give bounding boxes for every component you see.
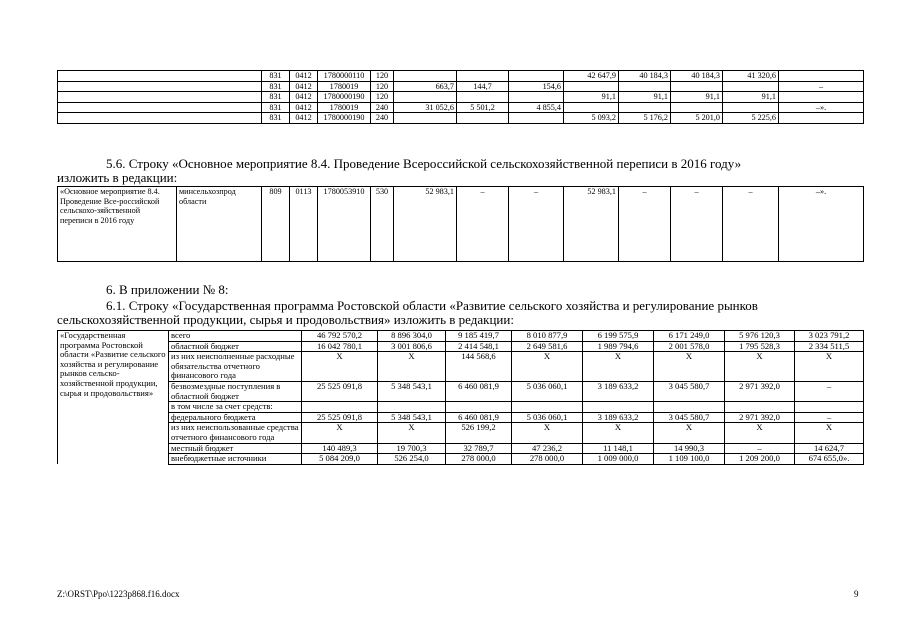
table-cell: 3 023 791,2 [795,331,864,342]
table-cell: 0113 [290,187,318,262]
table-row [58,331,864,342]
table-cell: –». [779,102,864,113]
table-cell: –». [779,187,864,262]
table-cell: 6 171 249,0 [654,331,725,342]
table-cell: 0412 [290,71,318,82]
table-cell: X [725,352,795,382]
table-cell: 52 983,1 [394,187,457,262]
table-cell: X [725,423,795,443]
table-cell [725,402,795,413]
table-cell [779,71,864,82]
table-cell: 526 199,2 [446,423,512,443]
table-cell: 3 045 580,7 [654,381,725,401]
footer-page-number: 9 [854,589,859,599]
table-cell: 1780000110 [318,71,371,82]
paragraph-5-6-line1: 5.6. Строку «Основное мероприятие 8.4. Проведение Всероссийской сельскохозяйственной переписи в 2016 году» [106,156,742,171]
table-cell: 4 855,4 [509,102,564,113]
table-cell: 91,1 [671,92,723,103]
table-cell: 2 334 511,5 [795,341,864,352]
table-cell [564,81,619,92]
source-label-cell: федерального бюджета [169,412,302,423]
table-cell: 5 036 060,1 [512,412,583,423]
table-state-program [57,330,864,465]
table-cell: 11 148,1 [583,443,654,454]
table-cell: 831 [262,113,290,124]
table-cell [457,113,509,124]
table-cell: – [723,187,779,262]
table-cell: 278 000,0 [446,454,512,465]
table-cell: 5 501,2 [457,102,509,113]
table-cell [671,81,723,92]
section-6-heading: 6. В приложении № 8: [106,282,229,297]
table-row [58,402,864,413]
table-cell: 144,7 [457,81,509,92]
table-row [58,352,864,382]
table-cell: 5 225,6 [723,113,779,124]
table-cell: 91,1 [564,92,619,103]
table-cell: 5 348 543,1 [378,381,446,401]
table-cell: X [302,352,378,382]
table-cell: 120 [371,71,394,82]
table-cell: 809 [262,187,290,262]
table-cell: 0412 [290,92,318,103]
table-cell: 2 001 578,0 [654,341,725,352]
table-cell [509,92,564,103]
table-cell [654,402,725,413]
table-cell: 1780000190 [318,92,371,103]
table-row [58,423,864,443]
table-cell: 8 896 304,0 [378,331,446,342]
table-cell [779,92,864,103]
table-cell [512,402,583,413]
table-cell [564,102,619,113]
table-cell: – [795,412,864,423]
table-cell: 40 184,3 [671,71,723,82]
table-cell: 674 655,0». [795,454,864,465]
table-cell: 0412 [290,113,318,124]
activity-name-cell: «Основное мероприятие 8.4. Проведение Все-российской сельскохо-зяйственной переписи в 2016 году [58,187,177,262]
table-cell: X [583,352,654,382]
table-cell: – [457,187,509,262]
table-cell: 6 199 575,9 [583,331,654,342]
table-cell: 14 990,3 [654,443,725,454]
table-cell: 1780000190 [318,113,371,124]
table-cell: 140 489,3 [302,443,378,454]
table-cell [619,102,671,113]
executor-cell: минсельхозпрод области [177,187,262,262]
table-cell [671,102,723,113]
table-cell [509,71,564,82]
table-cell: 0412 [290,102,318,113]
table-cell [583,402,654,413]
table-top-continuation [57,70,864,124]
table-cell: 52 983,1 [564,187,619,262]
empty-cell [58,71,262,82]
table-cell [795,402,864,413]
table-cell: 240 [371,102,394,113]
table-cell: 1 795 528,3 [725,341,795,352]
table-cell: 154,6 [509,81,564,92]
table-cell [394,113,457,124]
table-cell: X [654,423,725,443]
source-label-cell: в том числе за счет средств: [169,402,302,413]
table-row [58,187,864,262]
table-cell [378,402,446,413]
table-cell: 831 [262,81,290,92]
table-cell: 40 184,3 [619,71,671,82]
table-cell: 5 176,2 [619,113,671,124]
table-cell: 19 700,3 [378,443,446,454]
table-cell: – [619,187,671,262]
table-cell: 9 185 419,7 [446,331,512,342]
table-cell: 1780053910 [318,187,371,262]
section-6-1-line2: сельскохозяйственной продукции, сырья и продовольствия» изложить в редакции: [57,312,514,327]
table-cell [723,81,779,92]
table-cell [457,92,509,103]
table-row [58,443,864,454]
table-cell: 16 042 780,1 [302,341,378,352]
table-cell: 14 624,7 [795,443,864,454]
empty-cell [58,113,262,124]
table-cell: 42 647,9 [564,71,619,82]
table-cell [302,402,378,413]
table-cell [779,113,864,124]
table-row [58,102,864,113]
table-cell: X [378,352,446,382]
table-cell: 25 525 091,8 [302,381,378,401]
paragraph-5-6-line2: изложить в редакции: [57,170,178,185]
source-label-cell: областной бюджет [169,341,302,352]
table-cell: 32 789,7 [446,443,512,454]
table-cell: 120 [371,92,394,103]
table-cell: 25 525 091,8 [302,412,378,423]
source-label-cell: из них неиспользованные средства отчетного финансового года [169,423,302,443]
table-row [58,412,864,423]
table-row [58,81,864,92]
table-cell: 41 320,6 [723,71,779,82]
table-activity-8-4 [57,186,864,262]
table-cell [723,102,779,113]
footer-file-path: Z:\ORST\Ppo\1223p868.f16.docx [57,589,180,599]
table-cell [394,71,457,82]
table-cell: 3 189 633,2 [583,412,654,423]
empty-cell [58,102,262,113]
table-cell: 1780019 [318,102,371,113]
table-cell: X [795,352,864,382]
source-label-cell: всего [169,331,302,342]
table-cell [509,113,564,124]
table-cell: – [671,187,723,262]
table-cell: 5 976 120,3 [725,331,795,342]
table-cell: 530 [371,187,394,262]
table-cell: – [725,443,795,454]
table-row [58,341,864,352]
table-row [58,113,864,124]
table-cell: 2 971 392,0 [725,381,795,401]
table-cell: 0412 [290,81,318,92]
table-cell: X [654,352,725,382]
table-cell: 2 414 548,1 [446,341,512,352]
table-cell: X [583,423,654,443]
table-cell: 240 [371,113,394,124]
table-cell: 831 [262,92,290,103]
empty-cell [58,92,262,103]
table-cell [446,402,512,413]
table-cell: 1 209 200,0 [725,454,795,465]
table-cell: X [378,423,446,443]
table-cell: 278 000,0 [512,454,583,465]
table-cell: 831 [262,102,290,113]
table-cell: 144 568,6 [446,352,512,382]
table-row [58,381,864,401]
table-cell: 663,7 [394,81,457,92]
table-cell: 526 254,0 [378,454,446,465]
table-cell: – [509,187,564,262]
table-cell: X [302,423,378,443]
source-label-cell: безвозмездные поступления в областной бюджет [169,381,302,401]
source-label-cell: внебюджетные источники [169,454,302,465]
table-cell [394,92,457,103]
table-cell: 5 036 060,1 [512,381,583,401]
table-cell: 5 348 543,1 [378,412,446,423]
source-label-cell: из них неисполненные расходные обязательства отчетного финансового года [169,352,302,382]
table-cell: X [795,423,864,443]
table-cell: 5 201,0 [671,113,723,124]
table-row [58,92,864,103]
table-cell: 1 109 100,0 [654,454,725,465]
table-cell: 1 009 000,0 [583,454,654,465]
table-cell: – [795,381,864,401]
table-row [58,71,864,82]
table-cell: 5 084 209,0 [302,454,378,465]
table-cell: 6 460 081,9 [446,381,512,401]
empty-cell [58,81,262,92]
table-cell: 8 010 877,9 [512,331,583,342]
program-name-cell: «Государственная программа Ростовской области «Развитие сельского хозяйства и регулирование рынков сельско-хозяйственной продукции, сырья и продовольствия» [58,331,169,465]
source-label-cell: местный бюджет [169,443,302,454]
table-row [58,454,864,465]
table-cell: 3 001 806,6 [378,341,446,352]
table-cell: 91,1 [723,92,779,103]
table-cell: 2 971 392,0 [725,412,795,423]
table-cell: 831 [262,71,290,82]
table-cell: 2 649 581,6 [512,341,583,352]
table-cell: X [512,423,583,443]
table-cell [457,71,509,82]
table-cell: 46 792 570,2 [302,331,378,342]
table-cell: 1780019 [318,81,371,92]
table-cell: 31 052,6 [394,102,457,113]
section-6-1-line1: 6.1. Строку «Государственная программа Ростовской области «Развитие сельского хозяйства и регулирование рынков [106,298,758,313]
table-cell: 47 236,2 [512,443,583,454]
table-cell: 1 989 794,6 [583,341,654,352]
table-cell: 6 460 081,9 [446,412,512,423]
table-cell: 91,1 [619,92,671,103]
table-cell: – [779,81,864,92]
table-cell: 5 093,2 [564,113,619,124]
table-cell: 3 189 633,2 [583,381,654,401]
table-cell: 3 045 580,7 [654,412,725,423]
table-cell: X [512,352,583,382]
table-cell: 120 [371,81,394,92]
table-cell [619,81,671,92]
